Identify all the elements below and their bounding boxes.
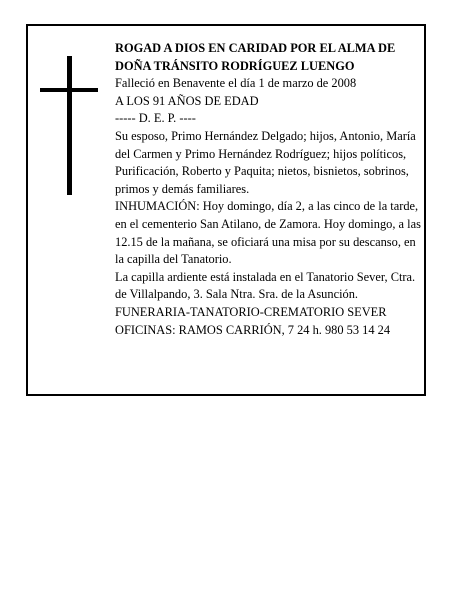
obituary-notice xyxy=(26,24,426,396)
funeral-home-line: FUNERARIA-TANATORIO-CREMATORIO SEVER xyxy=(115,304,387,319)
notice-heading: ROGAD A DIOS EN CARIDAD POR EL ALMA DE xyxy=(115,41,396,55)
cross-icon-vertical-bar xyxy=(67,56,72,195)
deceased-name: DOÑA TRÁNSITO RODRÍGUEZ LUENGO xyxy=(115,58,355,73)
death-info: Falleció en Benavente el día 1 de marzo de 2008 xyxy=(115,76,357,91)
burial-paragraph: INHUMACIÓN: Hoy domingo, día 2, a las cinco de la tarde, en el cementerio San Atilano, de Zamora. Hoy domingo, a las 12.15 de la mañana, se oficiará una misa por su descanso, en la capilla del Tanatorio. xyxy=(115,199,421,267)
notice-text xyxy=(115,40,423,339)
age-line: A LOS 91 AÑOS DE EDAD xyxy=(115,93,259,108)
cross-icon-horizontal-bar xyxy=(40,88,98,92)
rip-line: ----- D. E. P. ---- xyxy=(115,111,196,126)
family-paragraph: Su esposo, Primo Hernández Delgado; hijos, Antonio, María del Carmen y Primo Hernández Rodríguez; hijos políticos, Purificación, Roberto y Paquita; nietos, bisnietos, sobrinos, primos y demás familiares. xyxy=(115,128,416,196)
chapel-paragraph: La capilla ardiente está instalada en el Tanatorio Sever, Ctra. de Villalpando, 3. Sala Ntra. Sra. de la Asunción. xyxy=(115,269,416,302)
offices-line: OFICINAS: RAMOS CARRIÓN, 7 24 h. 980 53 14 24 xyxy=(115,322,391,337)
